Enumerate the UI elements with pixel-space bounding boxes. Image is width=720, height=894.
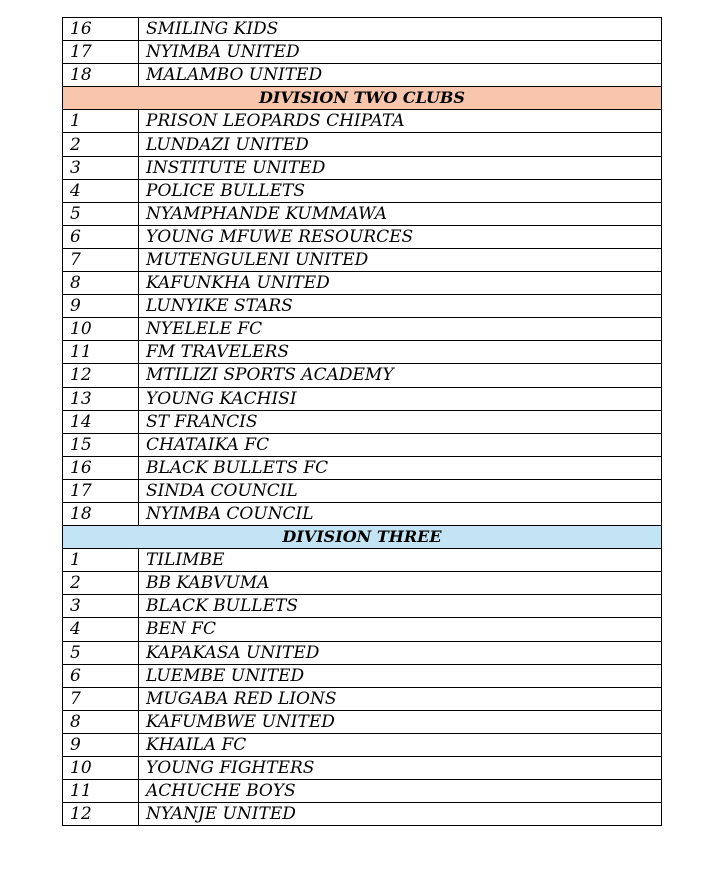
- table-row: [63, 248, 662, 271]
- division-two-row-number: 15: [63, 433, 139, 456]
- division-one-club-name: MALAMBO UNITED: [139, 64, 662, 87]
- table-row: [63, 433, 662, 456]
- division-three-row-number: 6: [63, 664, 139, 687]
- division-three-row-number: 12: [63, 803, 139, 826]
- division-two-row-number: 18: [63, 502, 139, 525]
- division-two-club-name: NYELELE FC: [139, 318, 662, 341]
- table-row: [63, 572, 662, 595]
- table-row: [63, 664, 662, 687]
- division-three-club-name: ACHUCHE BOYS: [139, 780, 662, 803]
- clubs-table-body: [63, 18, 662, 826]
- division-one-row-number: 18: [63, 64, 139, 87]
- division-two-club-name: POLICE BULLETS: [139, 179, 662, 202]
- division-three-club-name: BEN FC: [139, 618, 662, 641]
- division-two-row-number: 5: [63, 202, 139, 225]
- division-three-club-name: YOUNG FIGHTERS: [139, 757, 662, 780]
- table-row: [63, 18, 662, 41]
- division-two-club-name: NYIMBA COUNCIL: [139, 502, 662, 525]
- division-two-row-number: 4: [63, 179, 139, 202]
- document-page: [62, 17, 662, 826]
- table-row: [63, 225, 662, 248]
- division-one-club-name: SMILING KIDS: [139, 18, 662, 41]
- table-row: [63, 710, 662, 733]
- division-two-row-number: 1: [63, 110, 139, 133]
- table-row: [63, 757, 662, 780]
- division-three-row-number: 10: [63, 757, 139, 780]
- division-two-club-name: MTILIZI SPORTS ACADEMY: [139, 364, 662, 387]
- division-two-club-name: YOUNG KACHISI: [139, 387, 662, 410]
- table-row: [63, 110, 662, 133]
- table-row: [63, 456, 662, 479]
- table-row: [63, 202, 662, 225]
- division-three-row-number: 1: [63, 549, 139, 572]
- division-two-club-name: FM TRAVELERS: [139, 341, 662, 364]
- division-three-club-name: LUEMBE UNITED: [139, 664, 662, 687]
- division-three-row-number: 7: [63, 687, 139, 710]
- clubs-table: [62, 17, 662, 826]
- table-row: [63, 133, 662, 156]
- division-three-row-number: 5: [63, 641, 139, 664]
- table-row: [63, 295, 662, 318]
- division-three-club-name: KAPAKASA UNITED: [139, 641, 662, 664]
- division-two-row-number: 2: [63, 133, 139, 156]
- division-three-row-number: 8: [63, 710, 139, 733]
- division-two-club-name: LUNYIKE STARS: [139, 295, 662, 318]
- table-row: [63, 64, 662, 87]
- table-row: [63, 549, 662, 572]
- table-row: [63, 780, 662, 803]
- division-two-title: DIVISION TWO CLUBS: [63, 87, 662, 110]
- table-row: [63, 41, 662, 64]
- division-two-club-name: BLACK BULLETS FC: [139, 456, 662, 479]
- division-two-club-name: ST FRANCIS: [139, 410, 662, 433]
- division-one-row-number: 17: [63, 41, 139, 64]
- division-three-club-name: KHAILA FC: [139, 733, 662, 756]
- division-three-row-number: 4: [63, 618, 139, 641]
- division-three-club-name: BB KABVUMA: [139, 572, 662, 595]
- table-row: [63, 502, 662, 525]
- division-three-club-name: BLACK BULLETS: [139, 595, 662, 618]
- division-three-row-number: 9: [63, 733, 139, 756]
- division-three-row-number: 11: [63, 780, 139, 803]
- division-one-club-name: NYIMBA UNITED: [139, 41, 662, 64]
- division-two-row-number: 3: [63, 156, 139, 179]
- table-row: [63, 156, 662, 179]
- division-three-title: DIVISION THREE: [63, 526, 662, 549]
- division-two-row-number: 7: [63, 248, 139, 271]
- table-row: [63, 687, 662, 710]
- table-row: [63, 618, 662, 641]
- division-two-club-name: KAFUNKHA UNITED: [139, 272, 662, 295]
- division-three-row-number: 2: [63, 572, 139, 595]
- division-two-row-number: 12: [63, 364, 139, 387]
- division-two-row-number: 13: [63, 387, 139, 410]
- division-one-row-number: 16: [63, 18, 139, 41]
- division-two-row-number: 10: [63, 318, 139, 341]
- division-three-header-row: [63, 526, 662, 549]
- division-three-club-name: TILIMBE: [139, 549, 662, 572]
- division-three-club-name: NYANJE UNITED: [139, 803, 662, 826]
- table-row: [63, 364, 662, 387]
- table-row: [63, 341, 662, 364]
- division-two-row-number: 8: [63, 272, 139, 295]
- table-row: [63, 387, 662, 410]
- table-row: [63, 733, 662, 756]
- division-two-club-name: MUTENGULENI UNITED: [139, 248, 662, 271]
- division-two-row-number: 16: [63, 456, 139, 479]
- division-two-row-number: 17: [63, 479, 139, 502]
- division-three-club-name: KAFUMBWE UNITED: [139, 710, 662, 733]
- table-row: [63, 641, 662, 664]
- division-two-club-name: SINDA COUNCIL: [139, 479, 662, 502]
- division-three-club-name: MUGABA RED LIONS: [139, 687, 662, 710]
- division-two-row-number: 6: [63, 225, 139, 248]
- table-row: [63, 410, 662, 433]
- division-two-row-number: 11: [63, 341, 139, 364]
- table-row: [63, 595, 662, 618]
- division-three-row-number: 3: [63, 595, 139, 618]
- table-row: [63, 272, 662, 295]
- division-two-club-name: LUNDAZI UNITED: [139, 133, 662, 156]
- table-row: [63, 179, 662, 202]
- division-two-header-row: [63, 87, 662, 110]
- division-two-row-number: 9: [63, 295, 139, 318]
- division-two-club-name: CHATAIKA FC: [139, 433, 662, 456]
- division-two-club-name: INSTITUTE UNITED: [139, 156, 662, 179]
- division-two-club-name: NYAMPHANDE KUMMAWA: [139, 202, 662, 225]
- division-two-row-number: 14: [63, 410, 139, 433]
- table-row: [63, 479, 662, 502]
- division-two-club-name: YOUNG MFUWE RESOURCES: [139, 225, 662, 248]
- table-row: [63, 803, 662, 826]
- division-two-club-name: PRISON LEOPARDS CHIPATA: [139, 110, 662, 133]
- table-row: [63, 318, 662, 341]
